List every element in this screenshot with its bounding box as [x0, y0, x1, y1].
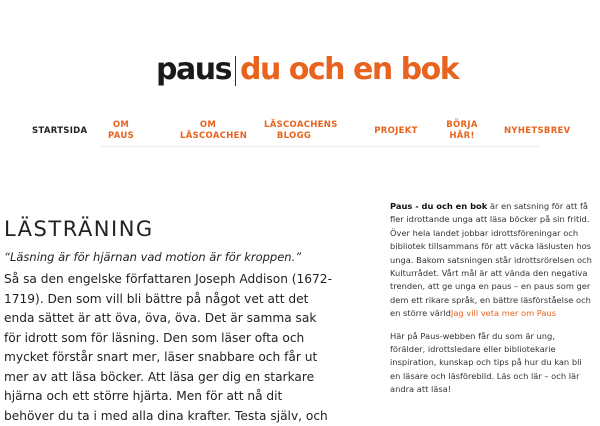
nav-divider [100, 146, 540, 147]
nav-item-borja-har[interactable]: BÖRJA HÄR! [446, 120, 478, 141]
nav-item-projekt[interactable]: PROJEKT [374, 126, 418, 136]
page-title: LÄSTRÄNING [4, 217, 154, 241]
sidebar [390, 200, 592, 406]
logo-tagline: du och en bok [240, 52, 459, 87]
sidebar-info: Här på Paus-webben får du som är ung, förälder, idrottsledare eller bibliotekarie inspiration, kunskap och tips på hur du kan bli en läsare och läsförebild. Läs och lär – och lär andra att läsa! [390, 330, 582, 395]
site-logo[interactable] [0, 52, 600, 92]
nav-item-nyhetsbrev[interactable]: NYHETSBREV [504, 126, 571, 136]
read-more-link[interactable]: Jag vill veta mer om Paus [450, 308, 557, 319]
logo-brand: paus [156, 52, 231, 87]
nav-item-startsida[interactable]: STARTSIDA [32, 126, 88, 136]
intro-quote: “Läsning är för hjärnan vad motion är för kroppen.” [4, 250, 302, 264]
logo-divider [235, 56, 236, 86]
sidebar-intro-text: är en satsning för att få fler idrottande unga att läsa böcker på sin fritid. Över hela landet jobbar idrottsföreningar och bibliotek tillsammans för att väcka läslusten hos unga. Bakom satsningen står idrottsrörelsen och Kulturrådet. Vårt mål är att vända den negativa trenden, att ge unga en paus – en paus som ger dem ett rikare språk, en bättre läsförståelse och en större värld [390, 201, 592, 319]
nav-item-om-paus[interactable]: OM PAUS [108, 120, 134, 141]
article-body: Så sa den engelske författaren Joseph Addison (1672-1719). Den som vill bli bättre på något vet att det enda sättet är att öva, öva, öva. Det är samma sak för idrott som för läsning. Den som läser ofta och mycket förstår snart mer, läser snabbare och får ut mer av att läsa böcker. Att läsa ger dig en starkare hjärna och ett större hjärta. Men för att nå dit behöver du ta i med alla dina krafter. Testa själv, och [4, 272, 332, 423]
main-nav [0, 118, 600, 158]
sidebar-intro [390, 200, 592, 321]
sidebar-brand: Paus - du och en bok [390, 201, 488, 211]
nav-item-lascoachens-blogg[interactable]: LÄSCOACHENS BLOGG [264, 120, 338, 141]
nav-item-om-lascoachen[interactable]: OM LÄSCOACHEN [180, 120, 248, 141]
